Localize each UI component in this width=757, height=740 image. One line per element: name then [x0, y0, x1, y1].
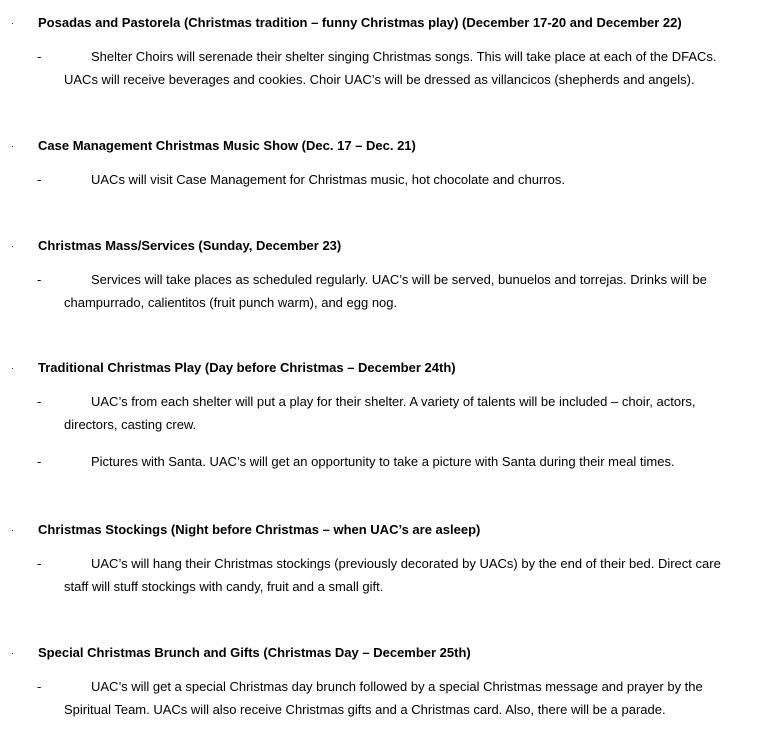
section-mass-services — [0, 237, 757, 314]
list-item-text: UAC’s will get a special Christmas day brunch followed by a special Christmas message and prayer by the Spiritual Team. UACs will also receive Christmas gifts and a Christmas card. Also, there will be a parade. — [64, 679, 703, 717]
list-item — [37, 675, 744, 721]
bullet-dot: · — [11, 525, 14, 535]
bullet-dot: · — [11, 141, 14, 151]
section-christmas-play — [0, 359, 757, 473]
dash-marker: - — [37, 394, 42, 409]
list-item — [37, 390, 744, 436]
dash-marker: - — [37, 272, 42, 287]
list-item-text: Services will take places as scheduled regularly. UAC’s will be served, bunuelos and torrejas. Drinks will be champurrado, calientitos (fruit punch warm), and egg nog. — [64, 272, 707, 310]
list-item-text: UACs will visit Case Management for Christmas music, hot chocolate and churros. — [91, 172, 565, 187]
dash-marker: - — [37, 172, 42, 187]
list-item-text: UAC’s from each shelter will put a play for their shelter. A variety of talents will be included – choir, actors, directors, casting crew. — [64, 394, 696, 432]
section-case-management — [0, 137, 757, 191]
list-item-text: Pictures with Santa. UAC’s will get an opportunity to take a picture with Santa during their meal times. — [91, 454, 675, 469]
list-item — [37, 268, 744, 314]
section-heading-row — [0, 359, 757, 377]
bullet-dot: · — [11, 648, 14, 658]
list-item — [37, 450, 744, 473]
list-item-text: UAC’s will hang their Christmas stockings (previously decorated by UACs) by the end of their bed. Direct care staff will stuff stockings with candy, fruit and a small gift. — [64, 556, 721, 594]
bullet-dot: · — [11, 363, 14, 373]
section-heading-row — [0, 237, 757, 255]
section-heading: Special Christmas Brunch and Gifts (Christmas Day – December 25th) — [38, 645, 471, 660]
section-posadas — [0, 14, 757, 91]
list-item-text: Shelter Choirs will serenade their shelter singing Christmas songs. This will take place at each of the DFACs. UACs will receive beverages and cookies. Choir UAC’s will be dressed as villancicos (shepherds and angels). — [64, 49, 717, 87]
section-heading: Case Management Christmas Music Show (Dec. 17 – Dec. 21) — [38, 138, 416, 153]
list-item — [37, 168, 744, 191]
list-item — [37, 45, 744, 91]
section-heading-row — [0, 14, 757, 32]
section-heading: Traditional Christmas Play (Day before Christmas – December 24th) — [38, 360, 456, 375]
dash-marker: - — [37, 454, 42, 469]
dash-marker: - — [37, 49, 42, 64]
bullet-dot: · — [11, 18, 14, 28]
section-brunch-gifts — [0, 644, 757, 721]
section-heading: Christmas Mass/Services (Sunday, December 23) — [38, 238, 342, 253]
section-heading-row — [0, 521, 757, 539]
section-heading: Christmas Stockings (Night before Christmas – when UAC’s are asleep) — [38, 522, 481, 537]
dash-marker: - — [37, 556, 42, 571]
section-stockings — [0, 521, 757, 598]
section-heading-row — [0, 137, 757, 155]
bullet-dot: · — [11, 241, 14, 251]
list-item — [37, 552, 744, 598]
dash-marker: - — [37, 679, 42, 694]
section-heading: Posadas and Pastorela (Christmas tradition – funny Christmas play) (December 17-20 and December 22) — [38, 15, 682, 30]
section-heading-row — [0, 644, 757, 662]
